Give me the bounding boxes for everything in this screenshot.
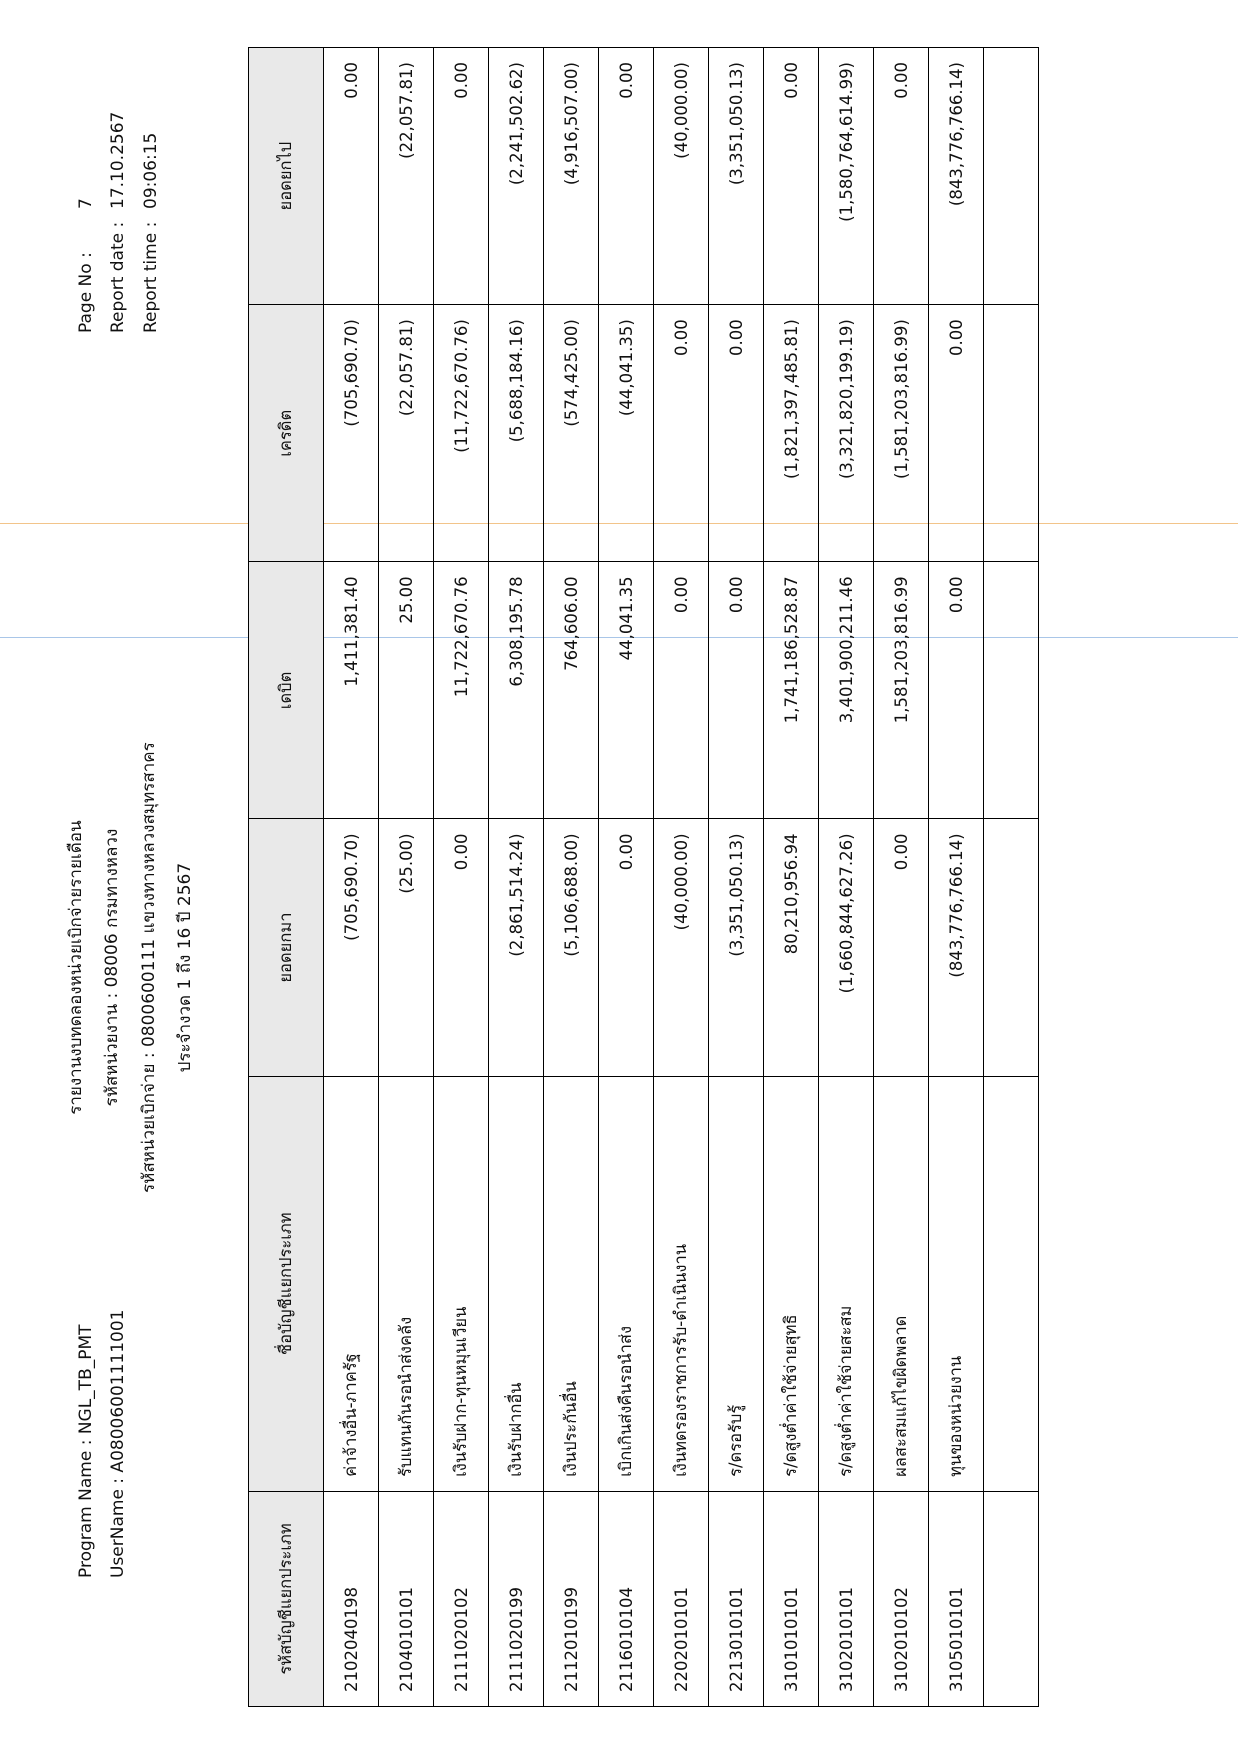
cell-account-name: ร/ดสูงต่ำค่าใช้จ่ายสุทธิ (764, 1076, 819, 1491)
cell-blank (984, 819, 1039, 1076)
cell-account-code: 2116010104 (599, 1491, 654, 1706)
table-header-row (249, 48, 324, 1707)
cell-account-name: ค่าจ้างอื่น-ภาครัฐ (324, 1076, 379, 1491)
cell-credit-amount: (44,041.35) (599, 305, 654, 562)
col-opening-balance: ยอดยกมา (249, 819, 324, 1076)
cell-credit-amount: (1,581,203,816.99) (874, 305, 929, 562)
cell-credit-amount: (11,722,670.76) (434, 305, 489, 562)
cell-account-name: ผลสะสมแก้ไขผิดพลาด (874, 1076, 929, 1491)
header-left (70, 1310, 135, 1579)
trial-balance-table (248, 47, 1039, 1707)
report-title: รายงานงบทดลองหน่วยเบิกจ่ายรายเดือน (66, 820, 86, 1115)
cell-credit-amount: (22,057.81) (379, 305, 434, 562)
cell-opening-balance: (1,660,844,627.26) (819, 819, 874, 1076)
table-row (544, 48, 599, 1707)
cell-opening-balance: (3,351,050.13) (709, 819, 764, 1076)
cell-debit-amount: 1,411,381.40 (324, 562, 379, 819)
cell-account-code: 2111020199 (489, 1491, 544, 1706)
cell-closing-balance: (22,057.81) (379, 48, 434, 305)
table-row (874, 48, 929, 1707)
cell-blank (984, 48, 1039, 305)
cell-account-code: 2104010101 (379, 1491, 434, 1706)
cell-account-code: 2112010199 (544, 1491, 599, 1706)
cell-credit-amount: 0.00 (929, 305, 984, 562)
cell-blank (984, 1491, 1039, 1706)
cell-opening-balance: (2,861,514.24) (489, 819, 544, 1076)
cell-closing-balance: (3,351,050.13) (709, 48, 764, 305)
cell-blank (984, 1076, 1039, 1491)
cell-account-name: เงินรับฝากอื่น (489, 1076, 544, 1491)
payer-code: รหัสหน่วยเบิกจ่าย : 0800600111 แขวงทางหลวงสมุทรสาคร (138, 742, 159, 1193)
cell-blank (984, 562, 1039, 819)
report-date-label: Report date : (108, 221, 129, 333)
cell-credit-amount: (5,688,184.16) (489, 305, 544, 562)
cell-account-name: เงินรับฝาก-ทุนหมุนเวียน (434, 1076, 489, 1491)
cell-opening-balance: 80,210,956.94 (764, 819, 819, 1076)
cell-debit-amount: 764,606.00 (544, 562, 599, 819)
cell-closing-balance: 0.00 (874, 48, 929, 305)
cell-opening-balance: (705,690.70) (324, 819, 379, 1076)
cell-account-code: 3102010101 (819, 1491, 874, 1706)
program-name: Program Name : NGL_TB_PMT (76, 1324, 96, 1578)
cell-account-code: 2111020102 (434, 1491, 489, 1706)
cell-debit-amount: 25.00 (379, 562, 434, 819)
cell-account-name: เบิกเกินส่งคืนรอนำส่ง (599, 1076, 654, 1491)
cell-opening-balance: 0.00 (434, 819, 489, 1076)
cell-credit-amount: 0.00 (709, 305, 764, 562)
cell-debit-amount: 6,308,195.78 (489, 562, 544, 819)
table-row (654, 48, 709, 1707)
cell-closing-balance: 0.00 (764, 48, 819, 305)
cell-closing-balance: 0.00 (324, 48, 379, 305)
header-right (70, 112, 167, 333)
col-account-name: ชื่อบัญชีแยกประเภท (249, 1076, 324, 1491)
cell-account-name: เงินทดรองราชการรับ-ดำเนินงาน (654, 1076, 709, 1491)
cell-closing-balance: (1,580,764,614.99) (819, 48, 874, 305)
cell-opening-balance: (40,000.00) (654, 819, 709, 1076)
cell-debit-amount: 44,041.35 (599, 562, 654, 819)
cell-debit-amount: 0.00 (929, 562, 984, 819)
col-debit: เดบิต (249, 562, 324, 819)
cell-closing-balance: (40,000.00) (654, 48, 709, 305)
page-no-label: Page No : (76, 252, 96, 333)
report-date-value: 17.10.2567 (108, 111, 129, 209)
cell-credit-amount: (574,425.00) (544, 305, 599, 562)
cell-blank (984, 305, 1039, 562)
cell-opening-balance: (5,106,688.00) (544, 819, 599, 1076)
header-center (60, 742, 205, 1193)
cell-debit-amount: 3,401,900,211.46 (819, 562, 874, 819)
cell-closing-balance: 0.00 (599, 48, 654, 305)
user-name: UserName : A08006001111001 (108, 1309, 129, 1578)
cell-credit-amount: (3,321,820,199.19) (819, 305, 874, 562)
cell-opening-balance: 0.00 (599, 819, 654, 1076)
report-time-label: Report time : (140, 221, 161, 333)
cell-credit-amount: (1,821,397,485.81) (764, 305, 819, 562)
cell-opening-balance: 0.00 (874, 819, 929, 1076)
table-row (929, 48, 984, 1707)
unit-code: รหัสหน่วยงาน : 08006 กรมทางหลวง (102, 828, 123, 1107)
cell-account-code: 2213010101 (709, 1491, 764, 1706)
cell-debit-amount: 0.00 (709, 562, 764, 819)
cell-debit-amount: 1,581,203,816.99 (874, 562, 929, 819)
cell-account-name: ทุนของหน่วยงาน (929, 1076, 984, 1491)
table-row (764, 48, 819, 1707)
cell-account-name: ร/ดรอรับรู้ (709, 1076, 764, 1491)
table-row (434, 48, 489, 1707)
cell-credit-amount: (705,690.70) (324, 305, 379, 562)
col-closing-balance: ยอดยกไป (249, 48, 324, 305)
cell-closing-balance: (4,916,507.00) (544, 48, 599, 305)
cell-account-code: 2102040198 (324, 1491, 379, 1706)
cell-account-code: 3101010101 (764, 1491, 819, 1706)
cell-debit-amount: 1,741,186,528.87 (764, 562, 819, 819)
cell-account-name: รับแทนกันรอนำส่งคลัง (379, 1076, 434, 1491)
cell-debit-amount: 0.00 (654, 562, 709, 819)
cell-credit-amount: 0.00 (654, 305, 709, 562)
table-row (709, 48, 764, 1707)
col-credit: เครดิต (249, 305, 324, 562)
table-row (819, 48, 874, 1707)
col-account-code: รหัสบัญชีแยกประเภท (249, 1491, 324, 1706)
cell-debit-amount: 11,722,670.76 (434, 562, 489, 819)
table-row-blank (984, 48, 1039, 1707)
cell-closing-balance: (2,241,502.62) (489, 48, 544, 305)
cell-account-name: เงินประกันอื่น (544, 1076, 599, 1491)
cell-opening-balance: (843,776,766.14) (929, 819, 984, 1076)
table-row (489, 48, 544, 1707)
cell-account-code: 2202010101 (654, 1491, 709, 1706)
cell-closing-balance: 0.00 (434, 48, 489, 305)
cell-closing-balance: (843,776,766.14) (929, 48, 984, 305)
report-period: ประจำงวด 1 ถึง 16 ปี 2567 (174, 862, 195, 1073)
report-time-value: 09:06:15 (140, 132, 161, 209)
cell-account-name: ร/ดสูงต่ำค่าใช้จ่ายสะสม (819, 1076, 874, 1491)
cell-opening-balance: (25.00) (379, 819, 434, 1076)
table-row (599, 48, 654, 1707)
page-no-value: 7 (76, 198, 96, 209)
table-row (324, 48, 379, 1707)
table-row (379, 48, 434, 1707)
cell-account-code: 3105010101 (929, 1491, 984, 1706)
cell-account-code: 3102010102 (874, 1491, 929, 1706)
